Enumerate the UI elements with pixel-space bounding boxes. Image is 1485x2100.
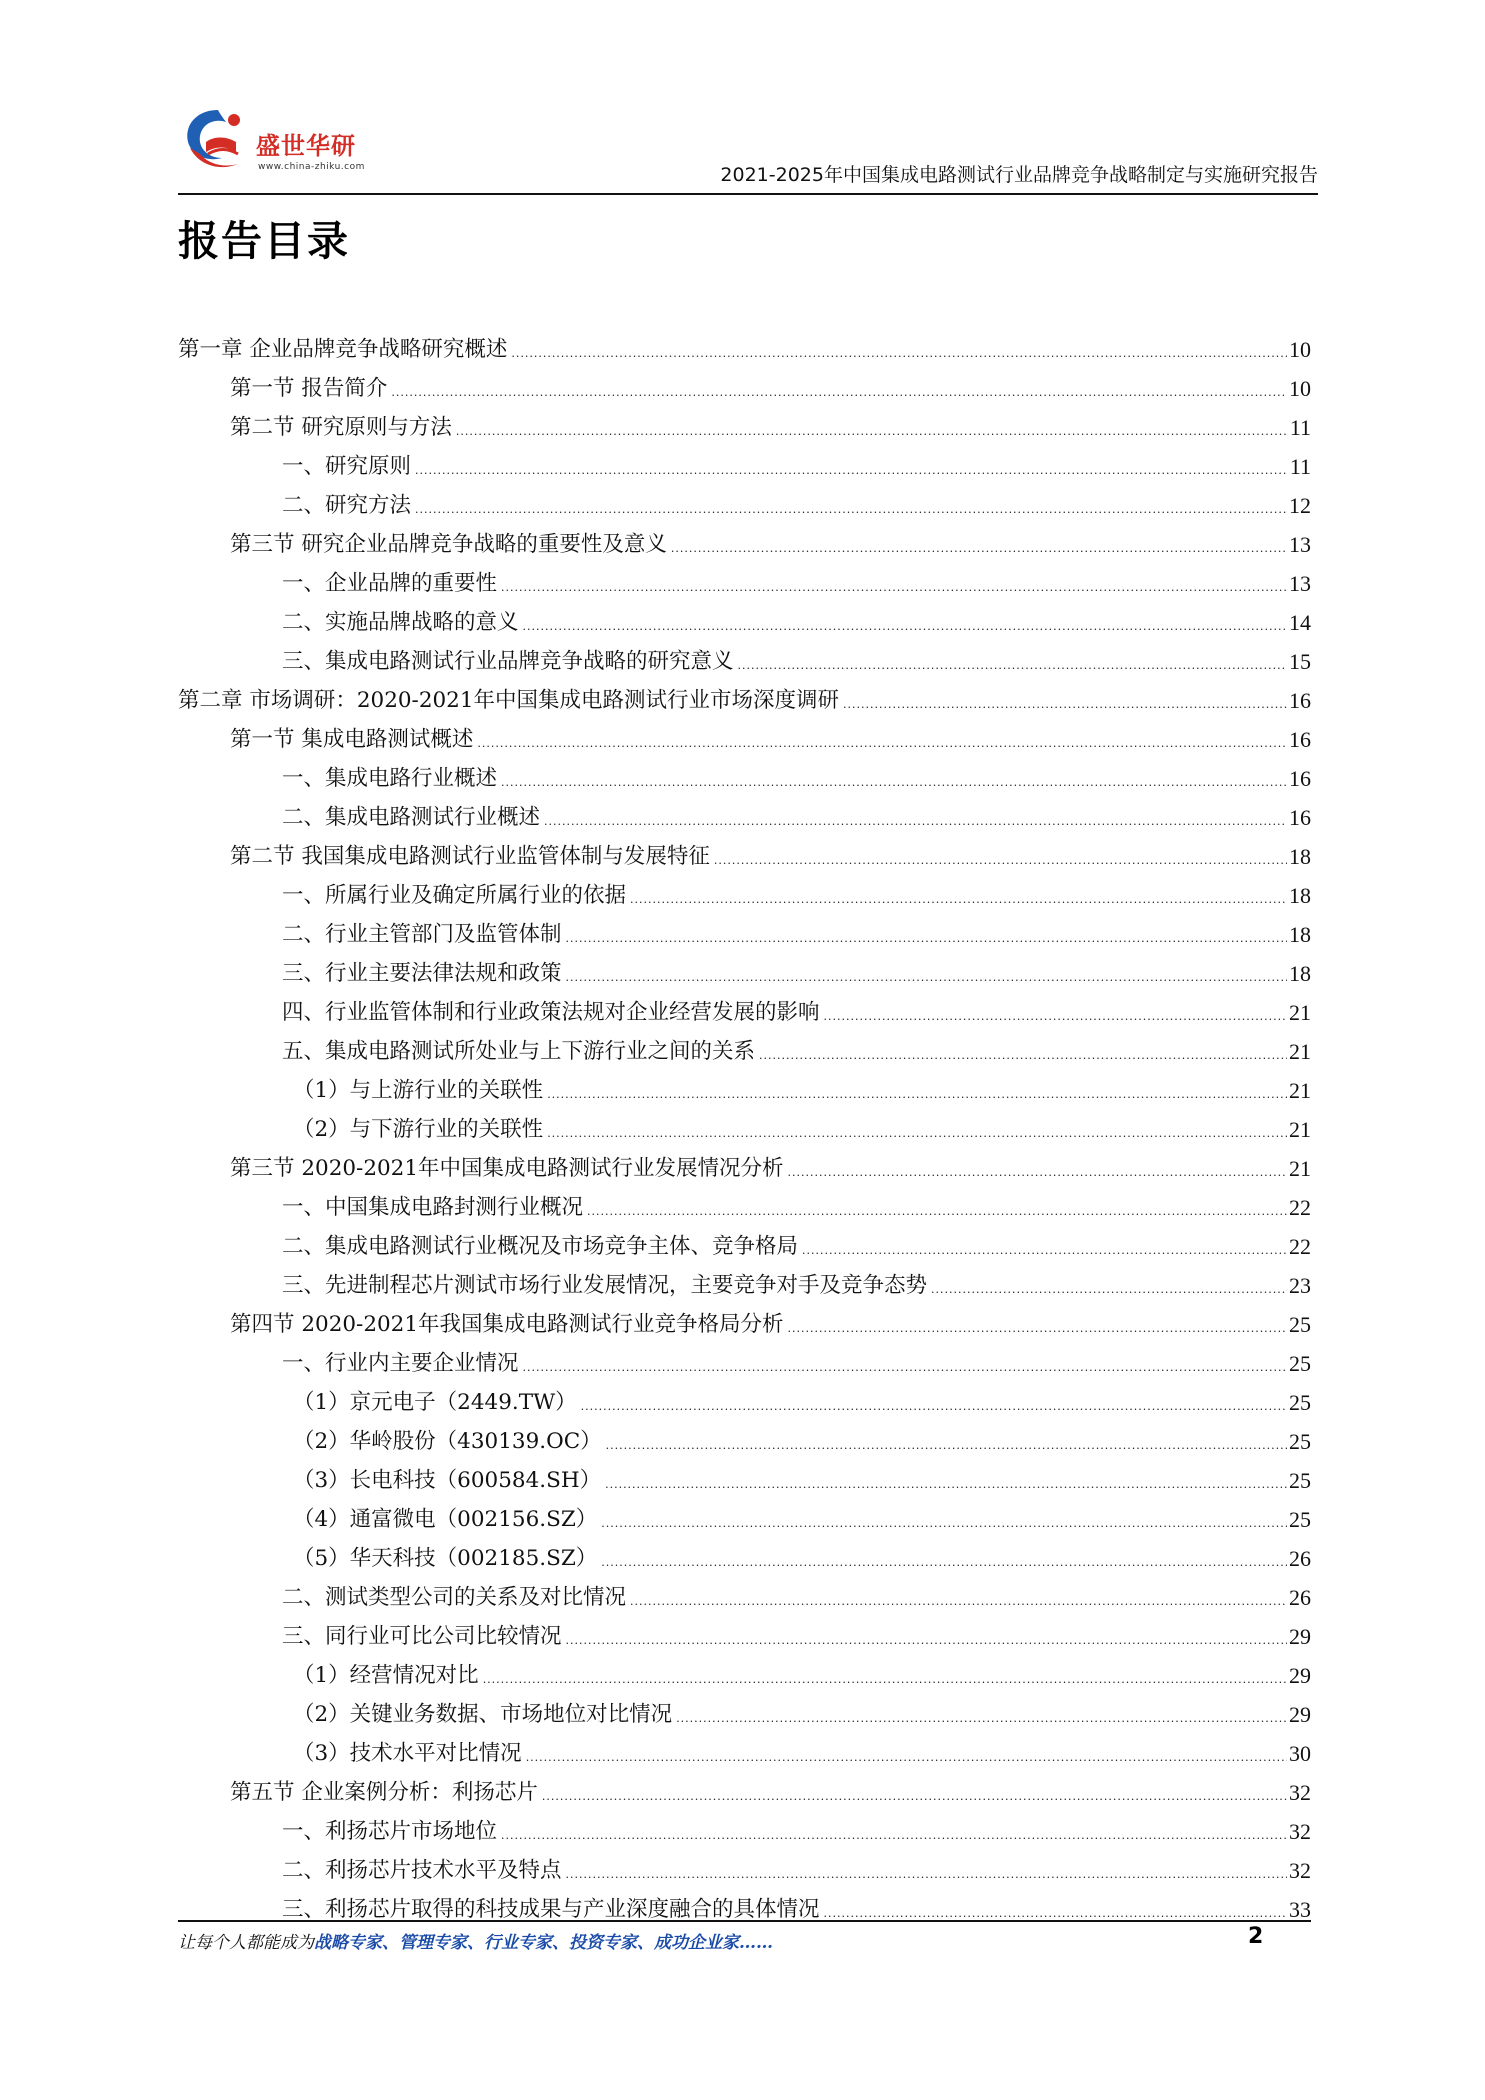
toc-dot-leader <box>483 1674 1287 1685</box>
logo-mark-icon <box>178 102 258 176</box>
toc-entry[interactable] <box>178 1223 1311 1262</box>
toc-entry-title: 第四节 2020-2021年我国集成电路测试行业竞争格局分析 <box>230 1312 784 1337</box>
toc-entry-page: 25 <box>1289 1312 1311 1337</box>
toc-entry-title: （1）与上游行业的关联性 <box>293 1078 544 1103</box>
footer-divider <box>178 1920 1311 1922</box>
slogan-prefix: 让每个人都能成为 <box>178 1933 314 1953</box>
toc-entry[interactable] <box>178 1145 1311 1184</box>
toc-entry-title: 第一节 报告简介 <box>230 376 388 401</box>
toc-entry-page: 16 <box>1289 766 1311 791</box>
toc-entry-title: 五、集成电路测试所处业与上下游行业之间的关系 <box>282 1039 756 1064</box>
toc-entry[interactable] <box>178 833 1311 872</box>
toc-entry[interactable] <box>178 677 1311 716</box>
toc-entry-title: 一、企业品牌的重要性 <box>282 571 498 596</box>
toc-entry-title: 二、集成电路测试行业概述 <box>282 805 541 830</box>
toc-entry-page: 32 <box>1289 1780 1311 1805</box>
toc-dot-leader <box>587 1206 1287 1217</box>
toc-dot-leader <box>676 1713 1287 1724</box>
toc-entry[interactable] <box>178 950 1311 989</box>
toc-entry-title: （4）通富微电（002156.SZ） <box>293 1507 598 1532</box>
toc-entry-page: 29 <box>1289 1702 1311 1727</box>
toc-entry-title: （2）关键业务数据、市场地位对比情况 <box>293 1702 673 1727</box>
toc-dot-leader <box>824 1908 1287 1919</box>
toc-entry-page: 18 <box>1289 844 1311 869</box>
company-logo <box>178 96 388 186</box>
toc-dot-leader <box>788 1167 1287 1178</box>
toc-entry-title: 二、测试类型公司的关系及对比情况 <box>282 1585 627 1610</box>
toc-entry-page: 25 <box>1289 1429 1311 1454</box>
toc-entry[interactable] <box>178 1184 1311 1223</box>
toc-dot-leader <box>738 660 1287 671</box>
toc-dot-leader <box>630 1596 1287 1607</box>
toc-entry-title: 第二章 市场调研：2020-2021年中国集成电路测试行业市场深度调研 <box>178 688 840 713</box>
toc-dot-leader <box>759 1050 1287 1061</box>
toc-entry[interactable] <box>178 1028 1311 1067</box>
slogan-highlight: 战略专家、管理专家、行业专家、投资专家、成功企业家…… <box>314 1933 773 1953</box>
page-number: 2 <box>1248 1924 1264 1949</box>
toc-entry[interactable] <box>178 1067 1311 1106</box>
toc-entry[interactable] <box>178 365 1311 404</box>
toc-entry-title: （1）经营情况对比 <box>293 1663 479 1688</box>
toc-entry[interactable] <box>178 1301 1311 1340</box>
toc-entry-title: 二、行业主管部门及监管体制 <box>282 922 562 947</box>
toc-entry-title: 三、集成电路测试行业品牌竞争战略的研究意义 <box>282 649 734 674</box>
toc-entry-title: 一、中国集成电路封测行业概况 <box>282 1195 584 1220</box>
toc-entry-title: （2）华岭股份（430139.OC） <box>293 1429 602 1454</box>
toc-entry-page: 16 <box>1289 688 1311 713</box>
toc-entry-title: 二、研究方法 <box>282 493 412 518</box>
toc-entry-page: 16 <box>1289 805 1311 830</box>
toc-entry-title: 一、利扬芯片市场地位 <box>282 1819 498 1844</box>
toc-entry-page: 21 <box>1289 1000 1311 1025</box>
toc-entry[interactable] <box>178 1691 1311 1730</box>
toc-entry-page: 23 <box>1289 1273 1311 1298</box>
toc-entry-title: 第一节 集成电路测试概述 <box>230 727 474 752</box>
toc-entry[interactable] <box>178 1769 1311 1808</box>
toc-entry[interactable] <box>178 1379 1311 1418</box>
toc-dot-leader <box>544 816 1287 827</box>
toc-entry-page: 14 <box>1289 610 1311 635</box>
toc-entry-title: 二、集成电路测试行业概况及市场竞争主体、竞争格局 <box>282 1234 799 1259</box>
toc-entry-page: 22 <box>1289 1195 1311 1220</box>
toc-entry-page: 21 <box>1289 1156 1311 1181</box>
toc-dot-leader <box>802 1245 1287 1256</box>
toc-entry[interactable] <box>178 794 1311 833</box>
toc-entry-page: 11 <box>1289 454 1311 479</box>
toc-dot-leader <box>391 387 1287 398</box>
toc-dot-leader <box>526 1752 1287 1763</box>
toc-entry-page: 10 <box>1289 337 1311 362</box>
toc-entry-page: 11 <box>1289 415 1311 440</box>
toc-entry[interactable] <box>178 443 1311 482</box>
toc-dot-leader <box>601 1518 1287 1529</box>
toc-entry-title: 第二节 我国集成电路测试行业监管体制与发展特征 <box>230 844 710 869</box>
toc-entry-title: 三、同行业可比公司比较情况 <box>282 1624 562 1649</box>
toc-entry[interactable] <box>178 1574 1311 1613</box>
toc-dot-leader <box>824 1011 1287 1022</box>
toc-entry-page: 21 <box>1289 1078 1311 1103</box>
toc-dot-leader <box>605 1479 1287 1490</box>
toc-dot-leader <box>566 933 1287 944</box>
toc-entry-page: 15 <box>1289 649 1311 674</box>
toc-entry-page: 32 <box>1289 1858 1311 1883</box>
toc-dot-leader <box>542 1791 1287 1802</box>
toc-entry-title: 三、先进制程芯片测试市场行业发展情况，主要竞争对手及竞争态势 <box>282 1273 928 1298</box>
toc-entry[interactable] <box>178 872 1311 911</box>
toc-dot-leader <box>581 1401 1287 1412</box>
toc-entry-page: 25 <box>1289 1468 1311 1493</box>
toc-entry-page: 18 <box>1289 883 1311 908</box>
toc-dot-leader <box>601 1557 1287 1568</box>
toc-dot-leader <box>511 348 1287 359</box>
page-title: 报告目录 <box>178 217 350 265</box>
toc-entry-page: 25 <box>1289 1390 1311 1415</box>
toc-entry[interactable] <box>178 521 1311 560</box>
toc-entry[interactable] <box>178 716 1311 755</box>
toc-entry[interactable] <box>178 326 1311 365</box>
toc-dot-leader <box>630 894 1287 905</box>
logo-url: www.china-zhiku.com <box>258 162 365 172</box>
toc-entry[interactable] <box>178 1730 1311 1769</box>
toc-entry[interactable] <box>178 1496 1311 1535</box>
toc-entry[interactable] <box>178 911 1311 950</box>
toc-entry-title: 第五节 企业案例分析：利扬芯片 <box>230 1780 538 1805</box>
toc-entry-page: 12 <box>1289 493 1311 518</box>
toc-dot-leader <box>501 777 1287 788</box>
toc-entry[interactable] <box>178 1808 1311 1847</box>
toc-entry-title: 第三节 研究企业品牌竞争战略的重要性及意义 <box>230 532 667 557</box>
toc-entry-title: 一、研究原则 <box>282 454 412 479</box>
toc-dot-leader <box>415 465 1288 476</box>
toc-entry-title: 第二节 研究原则与方法 <box>230 415 452 440</box>
toc-dot-leader <box>501 582 1287 593</box>
toc-entry-title: （2）与下游行业的关联性 <box>293 1117 544 1142</box>
toc-entry-page: 10 <box>1289 376 1311 401</box>
toc-entry[interactable] <box>178 1340 1311 1379</box>
toc-entry[interactable] <box>178 1535 1311 1574</box>
toc-entry-title: 一、集成电路行业概述 <box>282 766 498 791</box>
toc-dot-leader <box>547 1128 1287 1139</box>
header-divider <box>178 193 1318 195</box>
toc-entry-page: 26 <box>1289 1585 1311 1610</box>
toc-entry-page: 26 <box>1289 1546 1311 1571</box>
toc-dot-leader <box>566 1869 1287 1880</box>
toc-entry-page: 18 <box>1289 922 1311 947</box>
toc-entry[interactable] <box>178 560 1311 599</box>
toc-entry[interactable] <box>178 755 1311 794</box>
toc-entry-title: 一、行业内主要企业情况 <box>282 1351 519 1376</box>
footer-slogan <box>178 1928 773 1953</box>
toc-dot-leader <box>671 543 1287 554</box>
toc-dot-leader <box>523 621 1287 632</box>
table-of-contents <box>178 326 1311 1925</box>
toc-dot-leader <box>788 1323 1287 1334</box>
toc-entry-page: 25 <box>1289 1507 1311 1532</box>
toc-entry-page: 21 <box>1289 1039 1311 1064</box>
toc-entry[interactable] <box>178 404 1311 443</box>
toc-entry-page: 18 <box>1289 961 1311 986</box>
report-title: 2021-2025年中国集成电路测试行业品牌竞争战略制定与实施研究报告 <box>720 164 1318 186</box>
toc-entry-title: （1）京元电子（2449.TW） <box>293 1390 577 1415</box>
toc-dot-leader <box>843 699 1287 710</box>
logo-name: 盛世华研 <box>256 132 356 160</box>
toc-dot-leader <box>931 1284 1287 1295</box>
toc-entry[interactable] <box>178 599 1311 638</box>
toc-entry[interactable] <box>178 1262 1311 1301</box>
toc-entry-title: 一、所属行业及确定所属行业的依据 <box>282 883 627 908</box>
toc-entry[interactable] <box>178 1613 1311 1652</box>
toc-entry-page: 21 <box>1289 1117 1311 1142</box>
toc-entry-title: （3）技术水平对比情况 <box>293 1741 522 1766</box>
toc-entry-page: 30 <box>1289 1741 1311 1766</box>
toc-entry-title: （5）华天科技（002185.SZ） <box>293 1546 598 1571</box>
toc-entry-page: 16 <box>1289 727 1311 752</box>
toc-dot-leader <box>501 1830 1287 1841</box>
toc-entry[interactable] <box>178 1652 1311 1691</box>
toc-entry-title: （3）长电科技（600584.SH） <box>293 1468 602 1493</box>
toc-entry-page: 32 <box>1289 1819 1311 1844</box>
toc-entry[interactable] <box>178 638 1311 677</box>
toc-dot-leader <box>523 1362 1287 1373</box>
toc-entry-page: 13 <box>1289 571 1311 596</box>
toc-dot-leader <box>714 855 1287 866</box>
toc-entry-title: 二、实施品牌战略的意义 <box>282 610 519 635</box>
toc-entry-page: 13 <box>1289 532 1311 557</box>
toc-dot-leader <box>566 972 1287 983</box>
toc-entry-title: 第三节 2020-2021年中国集成电路测试行业发展情况分析 <box>230 1156 784 1181</box>
toc-entry[interactable] <box>178 1418 1311 1457</box>
toc-entry-page: 29 <box>1289 1624 1311 1649</box>
page-header <box>178 96 1318 194</box>
toc-entry-page: 33 <box>1289 1897 1311 1922</box>
toc-dot-leader <box>415 504 1287 515</box>
toc-entry-page: 29 <box>1289 1663 1311 1688</box>
toc-entry[interactable] <box>178 1106 1311 1145</box>
toc-entry[interactable] <box>178 989 1311 1028</box>
toc-dot-leader <box>547 1089 1287 1100</box>
toc-entry[interactable] <box>178 1847 1311 1886</box>
toc-entry[interactable] <box>178 1457 1311 1496</box>
toc-dot-leader <box>566 1635 1287 1646</box>
toc-dot-leader <box>456 426 1288 437</box>
toc-entry-title: 二、利扬芯片技术水平及特点 <box>282 1858 562 1883</box>
toc-dot-leader <box>606 1440 1287 1451</box>
toc-entry-page: 25 <box>1289 1351 1311 1376</box>
toc-entry-title: 三、行业主要法律法规和政策 <box>282 961 562 986</box>
toc-entry-page: 22 <box>1289 1234 1311 1259</box>
toc-dot-leader <box>477 738 1287 749</box>
toc-entry-title: 四、行业监管体制和行业政策法规对企业经营发展的影响 <box>282 1000 820 1025</box>
toc-entry-title: 三、利扬芯片取得的科技成果与产业深度融合的具体情况 <box>282 1897 820 1922</box>
toc-entry-title: 第一章 企业品牌竞争战略研究概述 <box>178 337 508 362</box>
toc-entry[interactable] <box>178 482 1311 521</box>
